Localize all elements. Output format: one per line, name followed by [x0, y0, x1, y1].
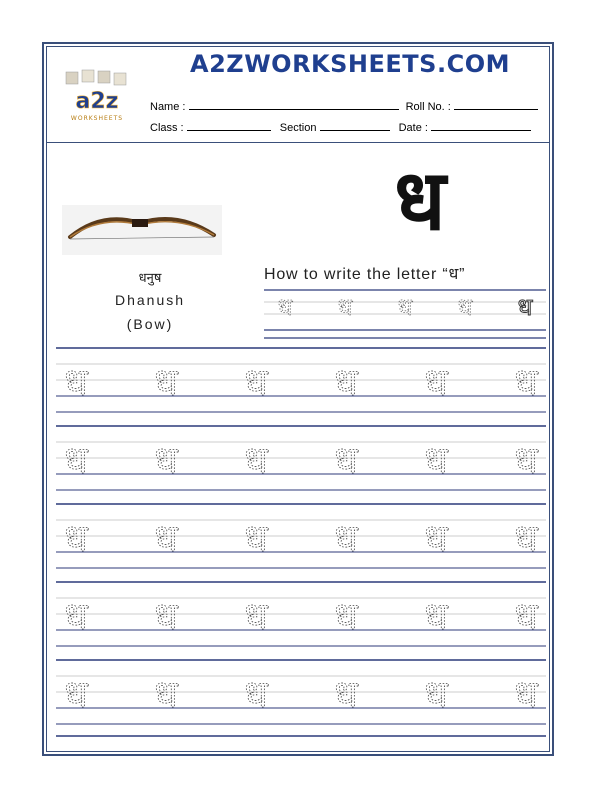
trace-letter[interactable]: ध: [334, 516, 358, 560]
trace-letter[interactable]: ध: [514, 516, 538, 560]
trace-letter[interactable]: ध: [64, 672, 88, 716]
trace-letter[interactable]: ध: [514, 594, 538, 638]
stroke-step-letter: ध: [517, 293, 533, 321]
trace-letter[interactable]: ध: [424, 594, 448, 638]
trace-letter[interactable]: ध: [154, 672, 178, 716]
featured-letter: ध: [394, 151, 446, 249]
class-label: Class :: [150, 122, 184, 134]
roll-label: Roll No. :: [405, 101, 451, 113]
trace-letter[interactable]: ध: [424, 438, 448, 482]
howto-heading: How to write the letter “ध”: [264, 266, 466, 283]
trace-letter[interactable]: ध: [64, 360, 88, 404]
trace-letter[interactable]: ध: [154, 360, 178, 404]
picture-meaning: (Bow): [126, 316, 174, 332]
trace-letter[interactable]: ध: [64, 516, 88, 560]
trace-letter[interactable]: ध: [424, 672, 448, 716]
trace-letter[interactable]: ध: [334, 672, 358, 716]
picture-hindi-word: धनुष: [138, 271, 162, 286]
trace-letter[interactable]: ध: [64, 438, 88, 482]
trace-letter[interactable]: ध: [514, 360, 538, 404]
section-label: Section: [279, 122, 317, 134]
trace-letter[interactable]: ध: [514, 672, 538, 716]
logo-subtext: WORKSHEETS: [70, 115, 124, 122]
logo-text: a2z: [75, 89, 119, 114]
site-title[interactable]: A2ZWORKSHEETS.COM: [190, 50, 510, 78]
trace-letter[interactable]: ध: [244, 360, 268, 404]
trace-letter[interactable]: ध: [424, 516, 448, 560]
picture-transliteration: Dhanush: [114, 292, 186, 308]
trace-letter[interactable]: ध: [154, 438, 178, 482]
stroke-step-letter: ध: [277, 293, 293, 321]
trace-letter[interactable]: ध: [154, 594, 178, 638]
trace-letter[interactable]: ध: [334, 594, 358, 638]
trace-letter[interactable]: ध: [514, 438, 538, 482]
stroke-step-letter: ध: [397, 293, 413, 321]
trace-letter[interactable]: ध: [244, 594, 268, 638]
date-label: Date :: [398, 122, 428, 134]
trace-letter[interactable]: ध: [244, 672, 268, 716]
trace-letter[interactable]: ध: [424, 360, 448, 404]
trace-letter[interactable]: ध: [64, 594, 88, 638]
trace-letter[interactable]: ध: [154, 516, 178, 560]
trace-letter[interactable]: ध: [244, 516, 268, 560]
stroke-step-letter: ध: [457, 293, 473, 321]
trace-letter[interactable]: ध: [244, 438, 268, 482]
trace-letter[interactable]: ध: [334, 360, 358, 404]
trace-letter[interactable]: ध: [334, 438, 358, 482]
stroke-step-letter: ध: [337, 293, 353, 321]
name-label: Name :: [150, 101, 186, 113]
